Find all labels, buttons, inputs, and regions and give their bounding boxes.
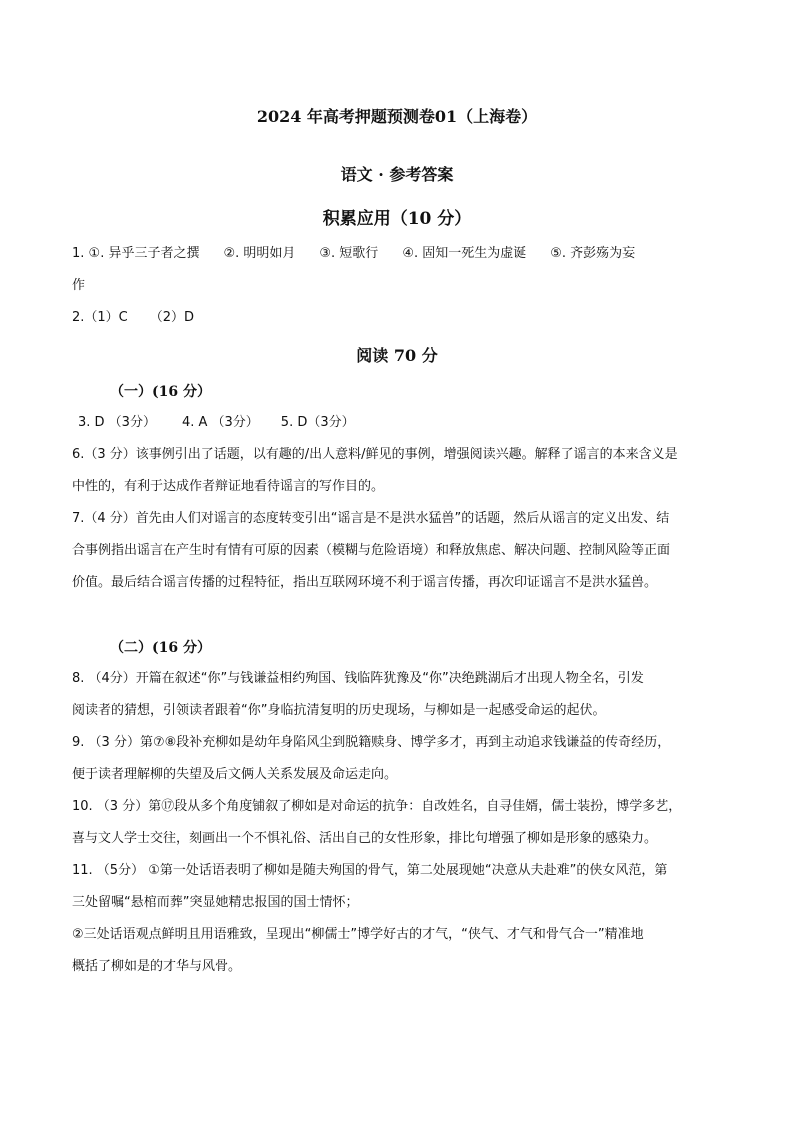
part2-heading: （二）(16 分）	[110, 640, 211, 656]
answer-q8-line-1: 8. （4分）开篇在叙述“你”与钱谦益相约殉国、钱临阵犹豫及“你”决绝跳湖后才出现人物全名，引发	[72, 671, 644, 686]
answer-q9-line-1: 9. （3 分）第⑦⑧段补充柳如是幼年身陷风尘到脱籍赎身、博学多才，再到主动追求钱谦益的传奇经历，	[72, 735, 671, 750]
q2-part-b: （2）D	[149, 310, 195, 325]
answer-q10-line-2: 喜与文人学士交往，刻画出一个不惧礼俗、活出自己的女性形象，排比句增强了柳如是形象的感染力。	[72, 831, 658, 846]
answer-q3-5	[78, 415, 355, 431]
section-heading-accumulation: 积累应用（10 分）	[322, 209, 472, 229]
answer-q7-line-1: 7.（4 分）首先由人们对谣言的态度转变引出“谣言是不是洪水猛兽”的话题，然后从谣言的定义出发、结	[72, 511, 670, 526]
answer-q7-line-3: 价值。最后结合谣言传播的过程特征，指出互联网环境不利于谣言传播，再次印证谣言不是洪水猛兽。	[72, 575, 658, 590]
q1-item-5: ⑤. 齐彭殇为妄	[550, 246, 636, 261]
answer-q11-line-2: 三处留嘱“悬棺而葬”突显她精忠报国的国士情怀；	[72, 895, 359, 910]
answer-q1	[72, 246, 635, 262]
answer-q1-continued: 作	[72, 278, 86, 293]
answer-q6-line-1: 6.（3 分）该事例引出了话题，以有趣的/出人意料/鲜见的事例，增强阅读兴趣。解释了谣言的本来含义是	[72, 447, 678, 462]
q1-item-2: ②. 明明如月	[223, 246, 296, 261]
exam-title: 2024 年高考押题预测卷01（上海卷）	[256, 107, 538, 126]
q3-answer: 3. D （3分）	[78, 415, 156, 430]
q1-item-1: 1. ①. 异乎三子者之撰	[72, 246, 200, 261]
section-heading-reading: 阅读 70 分	[356, 346, 438, 365]
answer-subtitle: 语文 · 参考答案	[340, 165, 454, 184]
answer-q11-line-1: 11. （5分） ①第一处话语表明了柳如是随夫殉国的骨气，第二处展现她“决意从夫赴难”的侠女风范，第	[72, 863, 668, 878]
answer-q9-line-2: 便于读者理解柳的失望及后文俩人关系发展及命运走向。	[72, 767, 398, 782]
q2-part-a: 2.（1）C	[72, 310, 128, 325]
answer-q8-line-2: 阅读者的猜想，引领读者跟着“你”身临抗清复明的历史现场，与柳如是一起感受命运的起伏。	[72, 703, 606, 718]
answer-q7-line-2: 合事例指出谣言在产生时有情有可原的因素（模糊与危险语境）和释放焦虑、解决问题、控制风险等正面	[72, 543, 671, 558]
q5-answer: 5. D（3分）	[280, 415, 355, 430]
answer-q6-line-2: 中性的，有利于达成作者辩证地看待谣言的写作目的。	[72, 479, 385, 494]
q1-item-3: ③. 短歌行	[319, 246, 379, 261]
answer-q2	[72, 310, 194, 326]
answer-q11-line-3: ②三处话语观点鲜明且用语雅致，呈现出“柳儒士”博学好古的才气，“侠气、才气和骨气合一”精准地	[72, 927, 644, 942]
q4-answer: 4. A （3分）	[181, 415, 259, 430]
answer-q11-line-4: 概括了柳如是的才华与风骨。	[72, 959, 242, 974]
part1-heading: （一）(16 分）	[110, 384, 211, 400]
q1-item-4: ④. 固知一死生为虚诞	[402, 246, 527, 261]
answer-q10-line-1: 10. （3 分）第⑰段从多个角度铺叙了柳如是对命运的抗争：自改姓名，自寻佳婿，儒士装扮，博学多艺，	[72, 799, 682, 814]
